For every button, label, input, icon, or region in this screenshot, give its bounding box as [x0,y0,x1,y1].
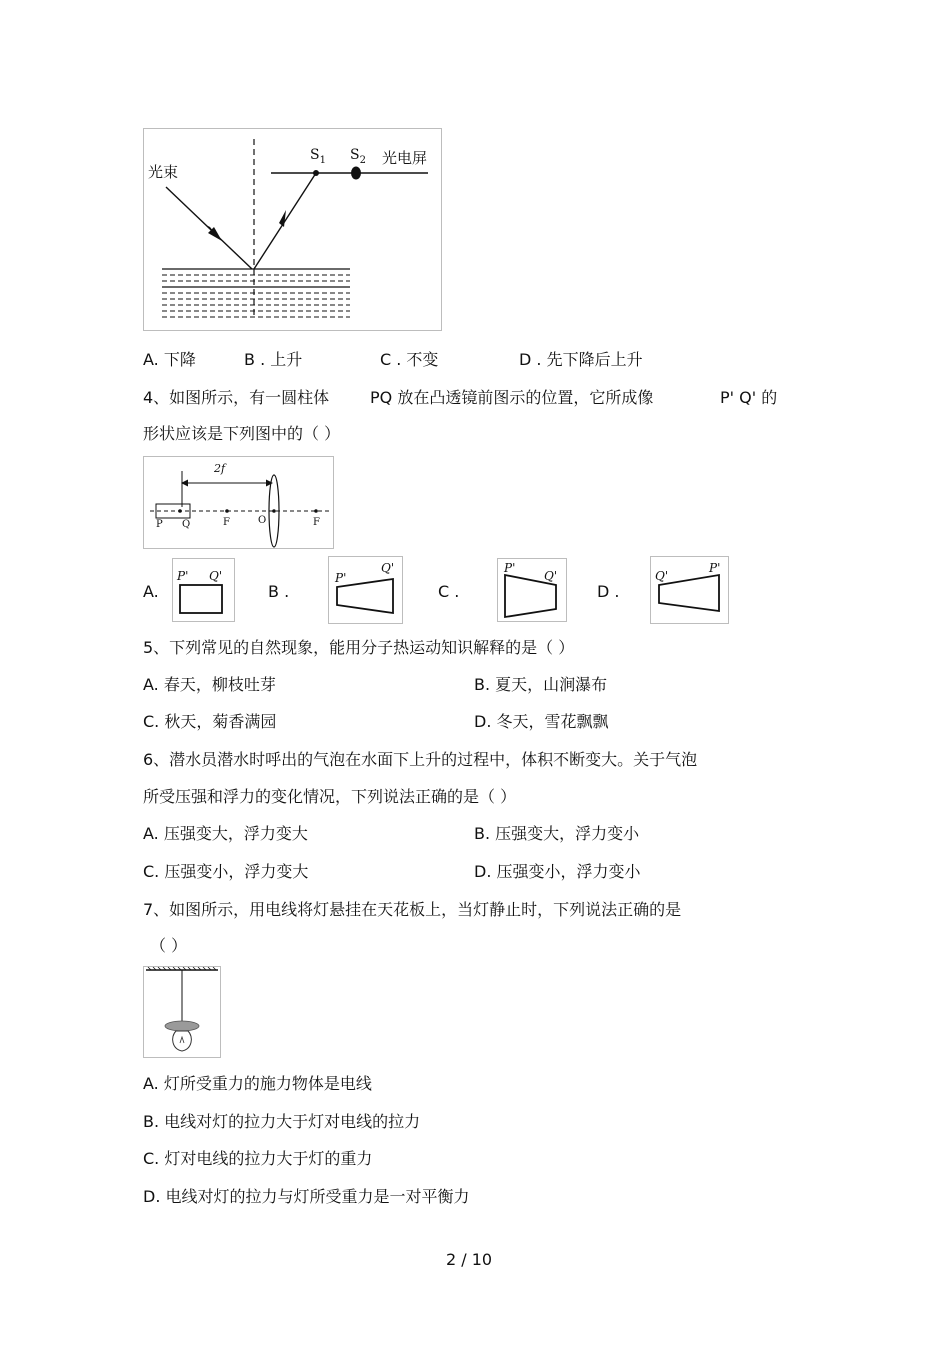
a-q-label: Q' [209,569,223,583]
b-q-label: Q' [381,561,395,575]
s2-label [350,147,366,166]
q4-stem-part3: P' Q' 的 [720,388,778,407]
c-p-label: P' [504,561,516,575]
q6-stem-line1: 6、潜水员潜水时呼出的气泡在水面下上升的过程中，体积不断变大。关于气泡 [143,750,698,769]
d-q-label: Q' [655,569,669,583]
c-q-label: Q' [544,569,558,583]
q4-option-a-letter: A. [143,582,159,601]
q4-lens-figure [143,456,334,549]
q4-stem-part2: PQ 放在凸透镜前图示的位置，它所成像 [370,388,654,407]
q5-option-a: A. 春天，柳枝吐芽 [143,675,276,694]
q5-option-d: D. 冬天，雪花飘飘 [474,712,609,731]
q7-option-b: B. 电线对灯的拉力大于灯对电线的拉力 [143,1112,421,1131]
s1-subscript: 1 [319,154,326,166]
s2-subscript: 2 [359,154,366,166]
q4-option-b-letter: B . [268,582,290,601]
q6-option-c: C. 压强变小，浮力变大 [143,862,309,881]
q5-option-b: B. 夏天，山涧瀑布 [474,675,608,694]
q4-option-c-letter: C . [438,582,460,601]
q4-option-d-letter: D . [597,582,620,601]
q-label: Q [182,519,191,530]
q6-stem-line2: 所受压强和浮力的变化情况，下列说法正确的是（ ） [143,787,517,806]
f-right-label: F [313,517,320,528]
two-f-label: 2f [214,462,226,475]
q4-option-d-figure [650,556,729,624]
b-p-label: P' [335,571,347,585]
q4-option-a-figure [172,558,235,622]
q6-option-b: B. 压强变大，浮力变小 [474,824,640,843]
s1-label [310,147,326,166]
page-number: 2 / 10 [446,1250,493,1269]
q6-option-a: A. 压强变大，浮力变大 [143,824,308,843]
s1-letter: S [310,147,320,163]
q5-option-c: C. 秋天，菊香满园 [143,712,277,731]
q7-stem-line1: 7、如图所示，用电线将灯悬挂在天花板上，当灯静止时，下列说法正确的是 [143,900,682,919]
q7-option-a: A. 灯所受重力的施力物体是电线 [143,1074,372,1093]
q7-lamp-figure [143,966,221,1058]
o-label: O [258,515,267,526]
d-p-label: P' [709,561,721,575]
q3-option-a: A. 下降 [143,350,196,369]
q7-option-d: D. 电线对灯的拉力与灯所受重力是一对平衡力 [143,1187,470,1206]
q3-option-d: D . 先下降后上升 [519,350,643,369]
q7-option-c: C. 灯对电线的拉力大于灯的重力 [143,1149,373,1168]
q3-reflection-figure [143,128,442,331]
q7-stem-line2: （ ） [150,936,188,955]
q4-stem-part1: 4、如图所示，有一圆柱体 [143,388,330,407]
q3-option-c: C . 不变 [380,350,439,369]
q4-option-c-figure [497,558,567,622]
q6-option-d: D. 压强变小，浮力变小 [474,862,641,881]
a-p-label: P' [177,569,189,583]
q5-stem: 5、下列常见的自然现象，能用分子热运动知识解释的是（ ） [143,638,575,657]
beam-label: 光束 [148,163,179,181]
s2-letter: S [350,147,360,163]
screen-label: 光电屏 [382,149,428,167]
q4-option-b-figure [328,556,403,624]
f-left-label: F [223,517,230,528]
q4-stem-line2: 形状应该是下列图中的（ ） [143,424,341,443]
q3-option-b: B . 上升 [244,350,303,369]
p-label: P [156,519,163,530]
